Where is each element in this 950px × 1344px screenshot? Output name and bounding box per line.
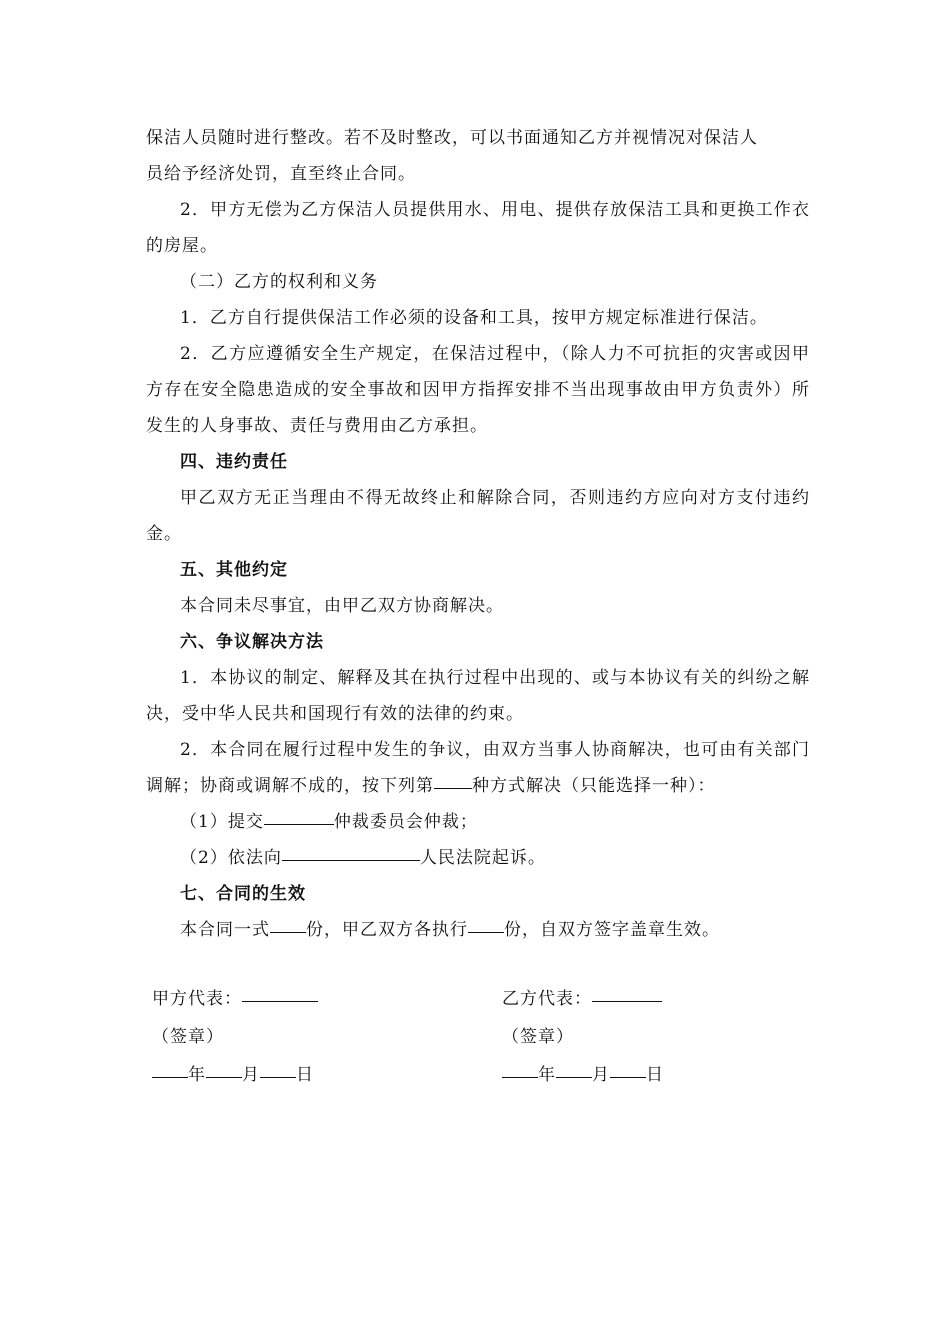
blank-party-a-day[interactable]: [260, 1055, 296, 1078]
party-b-seal: （签章）: [502, 1027, 574, 1047]
document-body: [146, 120, 810, 948]
section-body-other: 本合同未尽事宜，由甲乙双方协商解决。: [180, 596, 504, 616]
paragraph-party-b-safety: 2．乙方应遵循安全生产规定，在保洁过程中，（除人力不可抗拒的灾害或因甲方存在安全隐患造成的安全事故和因甲方指挥安排不当出现事故由甲方负责外）所发生的人身事故、责任与费用由乙方承担。: [146, 344, 810, 436]
signature-block-party-b: [502, 980, 664, 1094]
party-a-representative: 甲方代表：: [152, 980, 318, 1018]
section-body-breach: 甲乙双方无正当理由不得无故终止和解除合同，否则违约方应向对方支付违约金。: [146, 488, 810, 544]
blank-arbitration-committee[interactable]: [264, 802, 334, 825]
blank-party-a-month[interactable]: [206, 1055, 242, 1078]
signature-block-party-a: [152, 980, 318, 1094]
blank-party-b-day[interactable]: [610, 1055, 646, 1078]
paragraph-continuation: 保洁人员随时进行整改。若不及时整改，可以书面通知乙方并视情况对保洁人 员给予经济处罚，直至终止合同。: [146, 128, 758, 184]
party-a-seal: （签章）: [152, 1027, 224, 1047]
paragraph-party-b-equipment: 1．乙方自行提供保洁工作必须的设备和工具，按甲方规定标准进行保洁。: [180, 308, 768, 328]
blank-party-b-month[interactable]: [556, 1055, 592, 1078]
blank-party-a-name[interactable]: [242, 979, 318, 1002]
dispute-item-1: 1．本协议的制定、解释及其在执行过程中出现的、或与本协议有关的纠纷之解决，受中华人民共和国现行有效的法律的约束。: [146, 668, 810, 724]
blank-court-name[interactable]: [282, 838, 420, 861]
dispute-item-2: 2．本合同在履行过程中发生的争议，由双方当事人协商解决，也可由有关部门调解；协商或调解不成的，按下列第 种方式解决（只能选择一种）：: [146, 740, 810, 796]
section-title-breach: 四、违约责任: [180, 452, 288, 472]
subheading-party-b-rights: （二）乙方的权利和义务: [180, 272, 378, 292]
section-title-effect: 七、合同的生效: [180, 884, 306, 904]
blank-method-number[interactable]: [434, 766, 472, 789]
blank-party-b-year[interactable]: [502, 1055, 538, 1078]
party-b-representative: 乙方代表：: [502, 980, 664, 1018]
paragraph-water-electricity: 2．甲方无偿为乙方保洁人员提供用水、用电、提供存放保洁工具和更换工作衣的房屋。: [146, 200, 810, 256]
dispute-option-arbitration: （1）提交 仲裁委员会仲裁；: [146, 804, 810, 840]
blank-party-b-name[interactable]: [592, 979, 662, 1002]
party-a-date: 年 月 日: [152, 1056, 318, 1094]
blank-copies-total[interactable]: [270, 910, 306, 933]
dispute-option-court: （2）依法向 人民法院起诉。: [146, 840, 810, 876]
section-body-effect: 本合同一式 份，甲乙双方各执行 份，自双方签字盖章生效。: [146, 912, 810, 948]
party-b-date: 年 月 日: [502, 1056, 664, 1094]
section-title-dispute: 六、争议解决方法: [180, 632, 324, 652]
blank-copies-each[interactable]: [468, 910, 504, 933]
section-title-other: 五、其他约定: [180, 560, 288, 580]
blank-party-a-year[interactable]: [152, 1055, 188, 1078]
